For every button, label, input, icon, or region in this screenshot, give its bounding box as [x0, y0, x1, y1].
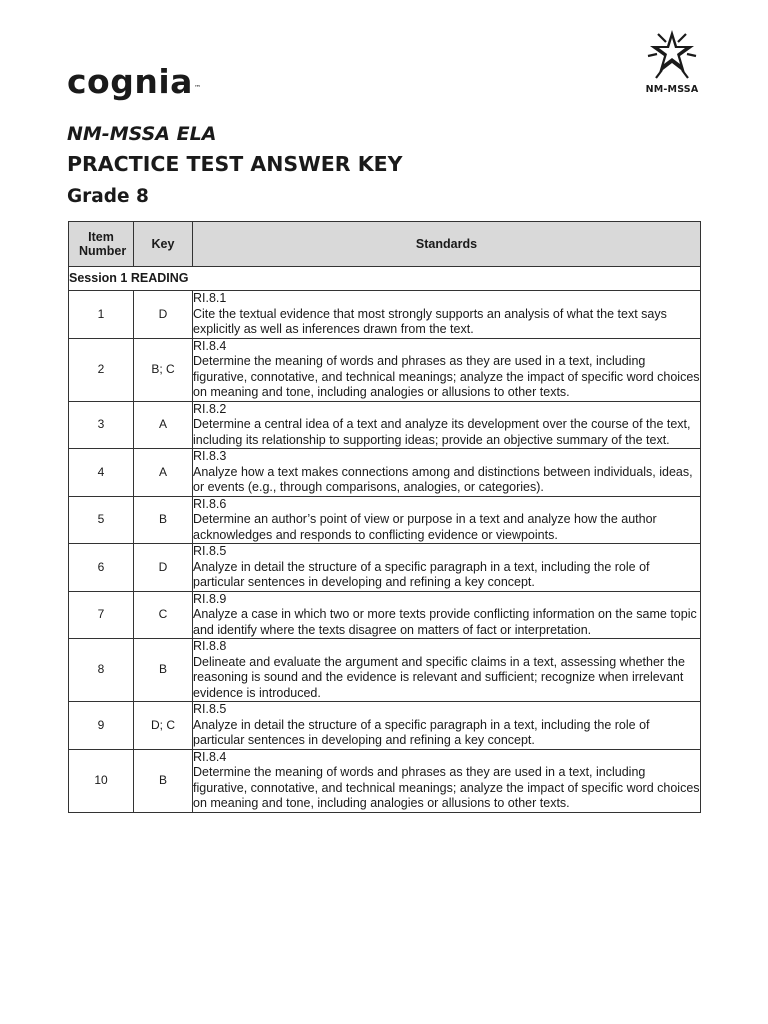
- table-row: [69, 639, 701, 702]
- standard-description: Determine the meaning of words and phrases as they are used in a text, including figurative, connotative, and technical meanings; analyze the impact of specific word choices on meaning and tone, including analogies or allusions to other texts.: [193, 765, 700, 810]
- answer-key: B: [134, 496, 193, 544]
- standard-cell: [193, 338, 701, 401]
- answer-key: D: [134, 291, 193, 339]
- table-row: [69, 702, 701, 750]
- item-number: 5: [69, 496, 134, 544]
- document-title: PRACTICE TEST ANSWER KEY: [67, 152, 403, 176]
- table-row: [69, 449, 701, 497]
- answer-key: A: [134, 449, 193, 497]
- table-row: [69, 591, 701, 639]
- cognia-logo: [67, 62, 200, 102]
- table-row: [69, 749, 701, 812]
- subject-title: NM-MSSA ELA: [67, 123, 217, 145]
- standard-cell: [193, 449, 701, 497]
- standard-description: Cite the textual evidence that most strongly supports an analysis of what the text says explicitly as well as inferences drawn from the text.: [193, 306, 667, 336]
- session-row: [69, 267, 701, 291]
- item-number-header: Item Number: [69, 222, 134, 267]
- item-number: 3: [69, 401, 134, 449]
- standard-cell: [193, 749, 701, 812]
- answer-key: D: [134, 544, 193, 592]
- key-header: Key: [134, 222, 193, 267]
- item-number: 9: [69, 702, 134, 750]
- standard-code: RI.8.2: [193, 401, 227, 416]
- standard-description: Determine the meaning of words and phrases as they are used in a text, including figurative, connotative, and technical meanings; analyze the impact of specific word choices on meaning and tone, including analogies or allusions to other texts.: [193, 354, 700, 399]
- answer-key: B; C: [134, 338, 193, 401]
- session-label: Session 1 READING: [69, 267, 701, 291]
- standard-code: RI.8.5: [193, 544, 227, 558]
- standard-code: RI.8.4: [193, 338, 227, 353]
- table-row: [69, 544, 701, 592]
- standard-cell: [193, 702, 701, 750]
- item-number: 4: [69, 449, 134, 497]
- item-number: 1: [69, 291, 134, 339]
- standard-description: Determine a central idea of a text and analyze its development over the course of the text, including its relationship to supporting ideas; provide an objective summary of the text.: [193, 417, 691, 447]
- grade-label: Grade 8: [67, 186, 149, 207]
- item-number: 6: [69, 544, 134, 592]
- logo-text: cognia: [67, 62, 193, 101]
- standard-description: Analyze how a text makes connections among and distinctions between individuals, ideas, or events (e.g., through comparisons, analogies, or categories).: [193, 464, 693, 494]
- answer-key: C: [134, 591, 193, 639]
- standard-description: Determine an author’s point of view or purpose in a text and analyze how the author acknowledges and responds to conflicting evidence or viewpoints.: [193, 512, 657, 542]
- item-number: 2: [69, 338, 134, 401]
- standard-description: Analyze in detail the structure of a specific paragraph in a text, including the role of particular sentences in developing and refining a key concept.: [193, 717, 650, 747]
- standard-cell: [193, 591, 701, 639]
- table-row: [69, 496, 701, 544]
- standard-code: RI.8.3: [193, 449, 227, 463]
- standard-code: RI.8.1: [193, 291, 227, 305]
- standard-cell: [193, 639, 701, 702]
- table-row: [69, 291, 701, 339]
- answer-key: B: [134, 749, 193, 812]
- standards-header: Standards: [193, 222, 701, 267]
- nm-mssa-label: NM-MSSA: [645, 84, 699, 95]
- nm-mssa-logo: [640, 26, 704, 95]
- standard-description: Analyze in detail the structure of a specific paragraph in a text, including the role of particular sentences in developing and refining a key concept.: [193, 559, 650, 589]
- standard-code: RI.8.4: [193, 749, 227, 764]
- standard-cell: [193, 291, 701, 339]
- standard-description: Delineate and evaluate the argument and specific claims in a text, assessing whether the reasoning is sound and the evidence is relevant and sufficient; recognize when irrelevant evidence is introduced.: [193, 654, 685, 700]
- standard-code: RI.8.5: [193, 702, 227, 716]
- standard-code: RI.8.6: [193, 496, 227, 511]
- standard-cell: [193, 544, 701, 592]
- answer-key: D; C: [134, 702, 193, 750]
- zia-star-icon: [644, 26, 700, 82]
- item-number: 8: [69, 639, 134, 702]
- standard-code: RI.8.9: [193, 591, 227, 606]
- answer-key: A: [134, 401, 193, 449]
- trademark-symbol: ™: [193, 84, 202, 92]
- table-row: [69, 401, 701, 449]
- answer-key-table: [68, 221, 701, 813]
- table-row: [69, 338, 701, 401]
- standard-cell: [193, 496, 701, 544]
- standard-cell: [193, 401, 701, 449]
- item-number: 10: [69, 749, 134, 812]
- title-block: [67, 122, 402, 210]
- standard-code: RI.8.8: [193, 639, 227, 653]
- item-number: 7: [69, 591, 134, 639]
- standard-description: Analyze a case in which two or more texts provide conflicting information on the same topic and identify where the texts disagree on matters of fact or interpretation.: [193, 607, 697, 637]
- answer-key: B: [134, 639, 193, 702]
- table-header-row: [69, 222, 701, 267]
